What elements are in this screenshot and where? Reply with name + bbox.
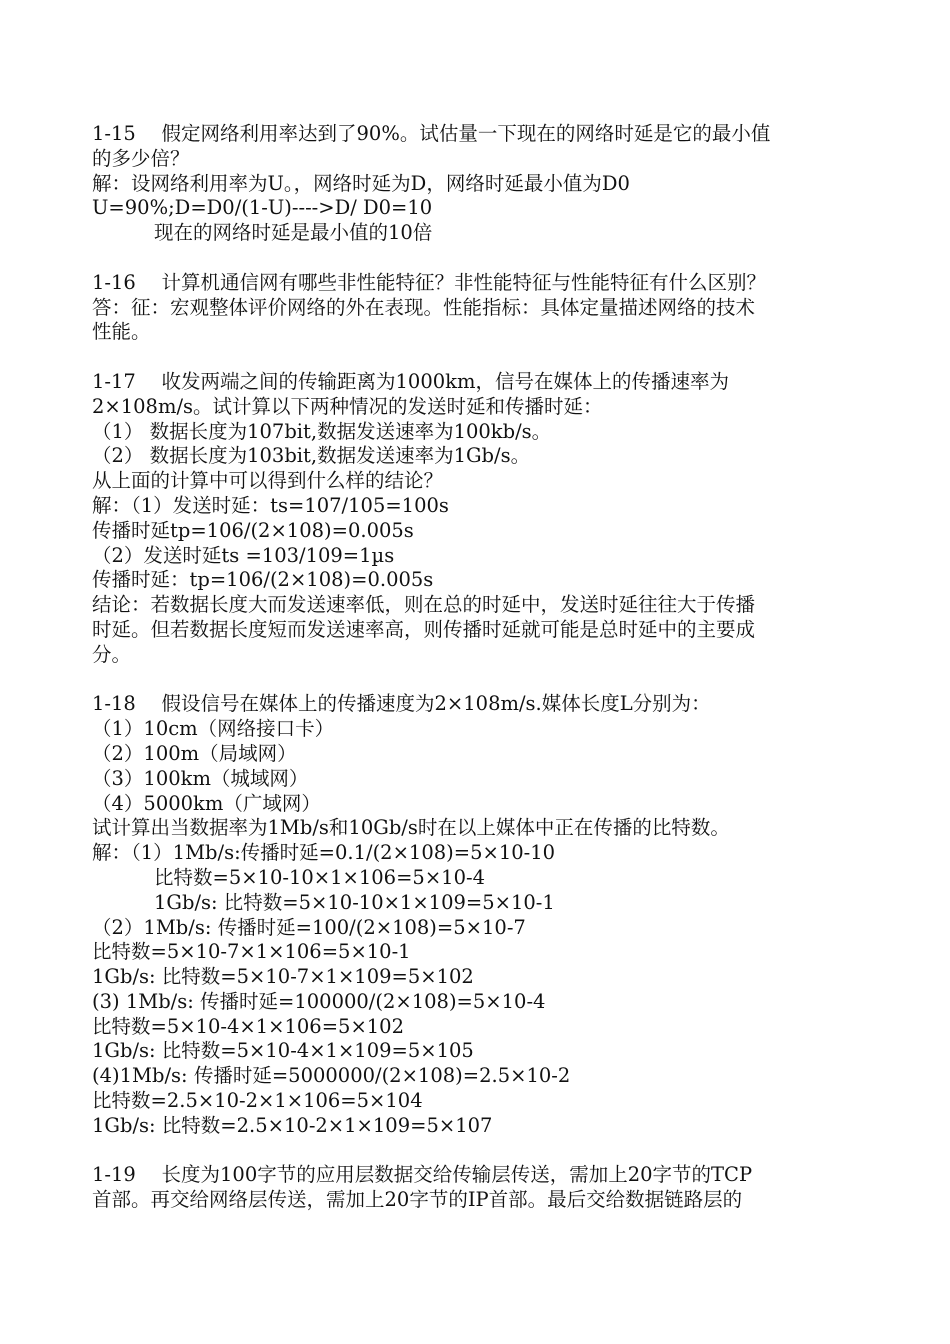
question-line: 1-19 长度为100字节的应用层数据交给传输层传送，需加上20字节的TCP: [92, 1163, 753, 1187]
question-line: 从上面的计算中可以得到什么样的结论？: [92, 469, 444, 493]
section-1-18: [92, 692, 872, 1138]
answer-line: 比特数=5×10-4×1×106=5×102: [92, 1014, 405, 1038]
question-line: 1-18 假设信号在媒体上的传播速度为2×108m/s.媒体长度L分别为：: [92, 692, 711, 716]
section-1-17: [92, 370, 872, 668]
question-line: （3）100km（城域网）: [92, 766, 309, 790]
answer-line: 性能。: [92, 320, 151, 344]
question-line: 1-17 收发两端之间的传输距离为1000km，信号在媒体上的传播速率为: [92, 369, 729, 393]
question-line: （1） 数据长度为107bit,数据发送速率为100kb/s。: [92, 419, 552, 443]
answer-line: 传播时延：tp=106/(2×108)=0.005s: [92, 568, 434, 592]
answer-line: 1Gb/s: 比特数=5×10-4×1×109=5×105: [92, 1039, 474, 1063]
question-line: 试计算出当数据率为1Mb/s和10Gb/s时在以上媒体中正在传播的比特数。: [92, 816, 730, 840]
answer-line: 解：（1）发送时延：ts=107/105=100s: [92, 493, 449, 517]
answer-line: 1Gb/s: 比特数=5×10-7×1×109=5×102: [92, 965, 474, 989]
blank-line: [92, 345, 872, 370]
answer-line: 1Gb/s: 比特数=5×10-10×1×109=5×10-1: [92, 890, 555, 914]
answer-line: (4)1Mb/s: 传播时延=5000000/(2×108)=2.5×10-2: [92, 1064, 571, 1088]
question-line: 1-16 计算机通信网有哪些非性能特征？非性能特征与性能特征有什么区别？: [92, 270, 767, 294]
question-line: 1-15 假定网络利用率达到了90%。试估量一下现在的网络时延是它的最小值: [92, 122, 771, 145]
section-1-19: [92, 1163, 872, 1213]
answer-line: （2）1Mb/s: 传播时延=100/(2×108)=5×10-7: [92, 915, 526, 939]
answer-line: 分。: [92, 642, 132, 666]
answer-line: 结论：若数据长度大而发送速率低，则在总的时延中，发送时延往往大于传播: [92, 593, 756, 617]
blank-line: [92, 668, 872, 693]
answer-line: 现在的网络时延是最小值的10倍: [92, 221, 433, 245]
question-line: 首部。再交给网络层传送，需加上20字节的IP首部。最后交给数据链路层的: [92, 1188, 743, 1212]
section-1-15: [92, 122, 872, 246]
question-line: （1）10cm（网络接口卡）: [92, 717, 335, 741]
answer-line: U=90%;D=D0/(1-U)---->D/ D0=10: [92, 196, 433, 220]
question-line: （2） 数据长度为103bit,数据发送速率为1Gb/s。: [92, 444, 531, 468]
blank-line: [92, 1139, 872, 1164]
answer-line: 比特数=5×10-10×1×106=5×10-4: [92, 865, 485, 889]
answer-line: 解：设网络利用率为U。，网络时延为D，网络时延最小值为D0: [92, 171, 630, 195]
section-1-16: [92, 271, 872, 345]
answer-line: 比特数=5×10-7×1×106=5×10-1: [92, 940, 411, 964]
question-line: 2×108m/s。试计算以下两种情况的发送时延和传播时延：: [92, 394, 603, 418]
answer-line: 时延。但若数据长度短而发送速率高，则传播时延就可能是总时延中的主要成: [92, 617, 756, 641]
question-line: （4）5000km（广域网）: [92, 791, 321, 815]
answer-line: （2）发送时延ts =103/109=1µs: [92, 543, 395, 567]
answer-line: (3) 1Mb/s: 传播时延=100000/(2×108)=5×10-4: [92, 989, 546, 1013]
answer-line: 传播时延tp=106/(2×108)=0.005s: [92, 518, 414, 542]
question-line: （2）100m（局域网）: [92, 741, 297, 765]
question-line: 的多少倍？: [92, 146, 190, 170]
blank-line: [92, 246, 872, 271]
document-page: [92, 122, 872, 1213]
answer-line: 1Gb/s: 比特数=2.5×10-2×1×109=5×107: [92, 1113, 493, 1137]
answer-line: 比特数=2.5×10-2×1×106=5×104: [92, 1089, 423, 1113]
answer-line: 答：征：宏观整体评价网络的外在表现。性能指标：具体定量描述网络的技术: [92, 295, 756, 319]
answer-line: 解：（1）1Mb/s:传播时延=0.1/(2×108)=5×10-10: [92, 841, 556, 865]
